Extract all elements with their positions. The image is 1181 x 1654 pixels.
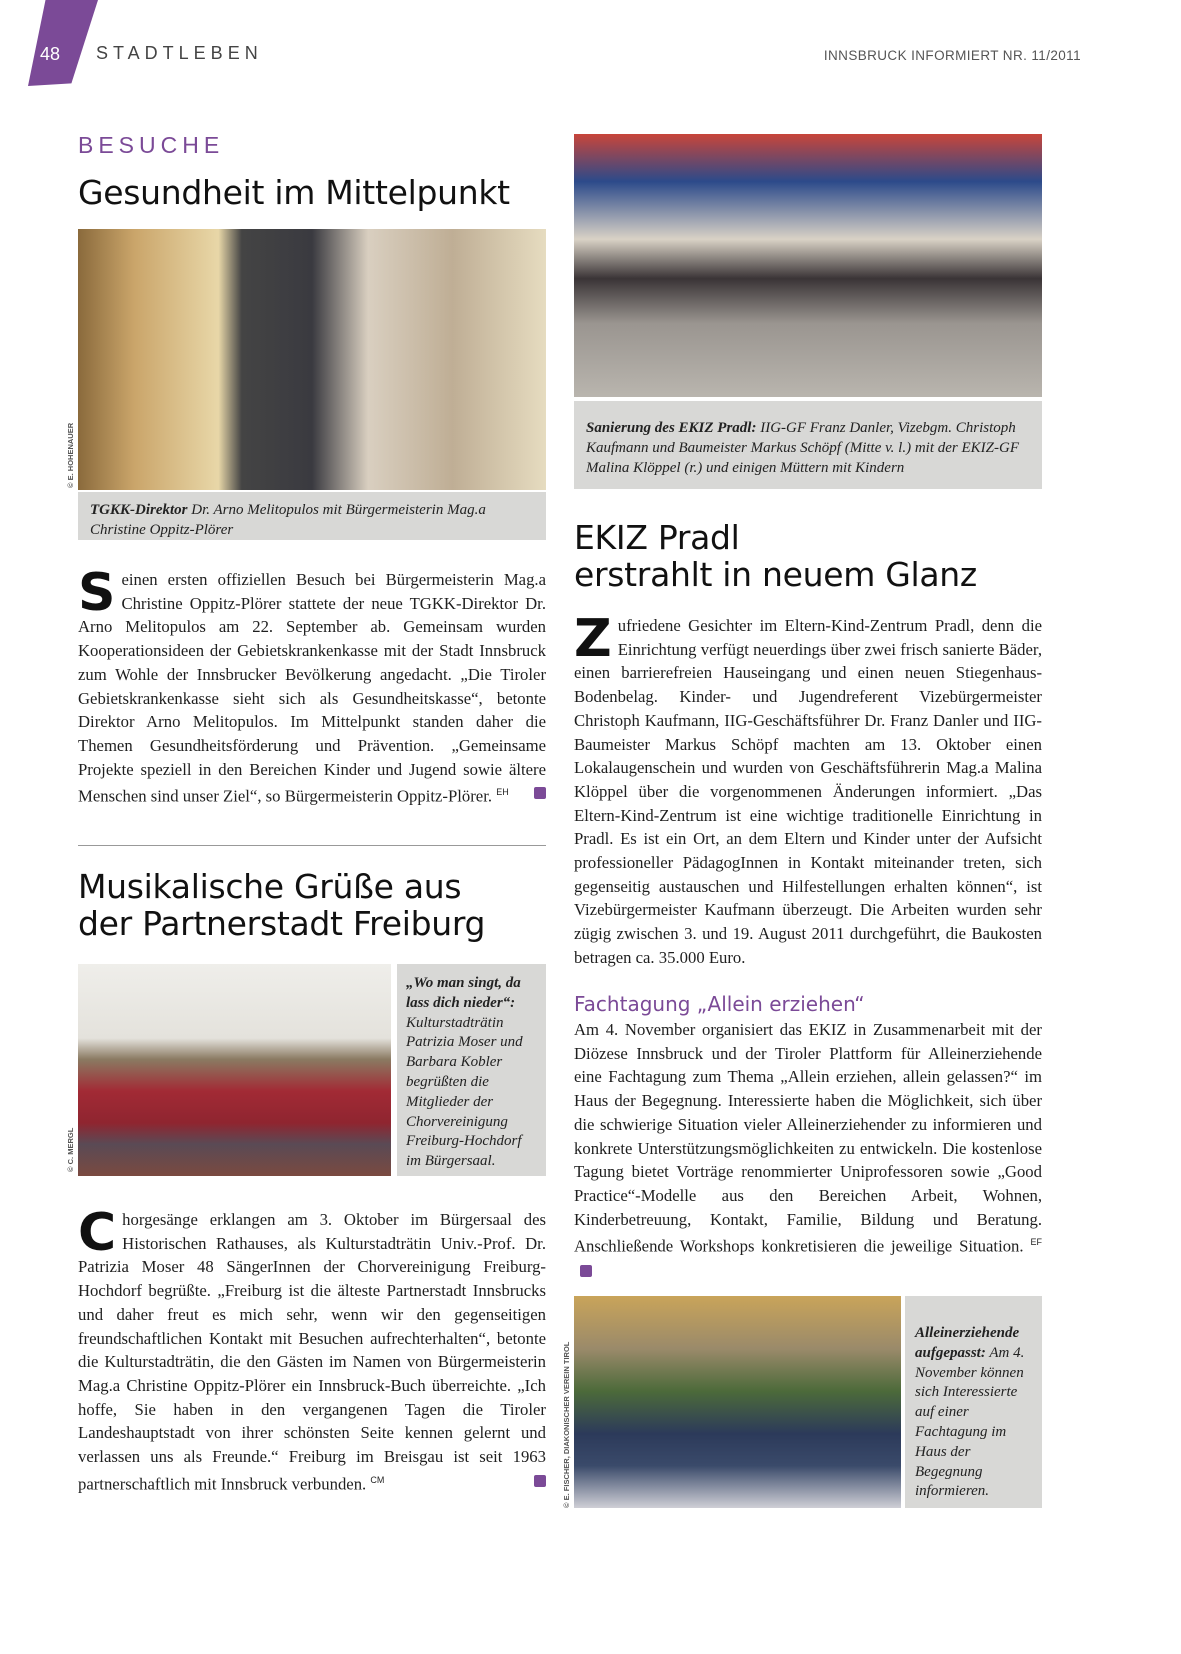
photo-caption [574, 401, 1042, 489]
drop-cap: S [78, 563, 116, 623]
article-title: Gesundheit im Mittelpunkt [78, 173, 510, 212]
end-mark [580, 1265, 592, 1277]
caption-text: Dr. Arno Melitopulos mit Bürgermeisterin Mag.a Christine Oppitz-Plörer [90, 502, 486, 538]
section-title: STADTLEBEN [96, 43, 263, 63]
author-initials: EF [1030, 1237, 1042, 1248]
article-body [574, 1018, 1042, 1282]
title-line: EKIZ Pradl [574, 518, 740, 557]
title-line: der Partnerstadt Freiburg [78, 904, 486, 943]
photo-caption [397, 964, 546, 1176]
drop-cap: Z [574, 609, 612, 669]
kicker: BESUCHE [78, 132, 225, 158]
caption-lead: TGKK-Direktor [90, 502, 188, 518]
article-title [78, 868, 485, 942]
author-initials: CM [370, 1474, 385, 1485]
photo-choir [78, 964, 391, 1176]
issue-label: INNSBRUCK INFORMIERT NR. 11/2011 [823, 48, 1081, 63]
author-initials: EH [496, 787, 509, 798]
photo-caption [78, 492, 546, 540]
body-text: einen ersten offiziellen Besuch bei Bürgermeisterin Mag.a Christine Oppitz-Plörer stattete der neue TGKK-Direktor Dr. Arno Melitopulos am 22. September ab. Gemeinsam wurden Kooperationsideen der Gebietskrankenkasse mit der Stadt Innsbruck zum Wohle der Innsbrucker Bevölkerung angedacht. „Die Tiroler Gebietskrankenkasse sieht sich als Gesundheitskasse“, betonte Direktor Arno Melitopulos. Im Mittelpunkt standen daher die Themen Gesundheitsförderung und Prävention. „Gemeinsame Projekte speziell in den Bereichen Kinder und Jugend sowie ältere Menschen sind unser Ziel“, so Bürgermeisterin Oppitz-Plörer. [78, 570, 546, 806]
body-text: horgesänge erklangen am 3. Oktober im Bürgersaal des Historischen Rathauses, als Kulturstadträtin Univ.-Prof. Dr. Patrizia Moser 48 SängerInnen der Chorvereinigung Freiburg-Hochdorf begrüßte. „Freiburg ist die älteste Partnerstadt Innsbrucks und daher freut es mich sehr, wenn wir den gegenseitigen freundschaftlichen Kontakt mit Besuchen aufrechterhalten“, betonte die Kulturstadträtin, die den Gästen im Namen von Bürgermeisterin Mag.a Christine Oppitz-Plörer ein Innsbruck-Buch überreichte. „Ich hoffe, Sie haben in den vergangenen Tagen die Tiroler Landeshauptstadt von ihrer schönsten Seite kennen gelernt und verlassen uns als Freunde.“ Freiburg im Breisgau ist seit 1963 partnerschaftlich mit Innsbruck verbunden. [78, 1210, 546, 1494]
photo-caption [905, 1296, 1042, 1508]
article-title [574, 519, 977, 593]
caption-text: IIG-GF Franz Danler, Vizebgm. Christoph Kaufmann und Baumeister Markus Schöpf (Mitte v. l.) mit der EKIZ-GF Malina Klöppel (r.) und einigen Müttern mit Kindern [586, 420, 1019, 476]
article-body [574, 609, 1042, 970]
title-line: erstrahlt in neuem Glanz [574, 555, 977, 594]
divider [78, 845, 546, 846]
photo-tgkk-visit [78, 229, 546, 490]
body-text: Am 4. November organisiert das EKIZ in Zusammenarbeit mit der Diözese Innsbruck und der Tiroler Plattform für Alleinerziehende eine Fachtagung zum Thema „Allein erziehen, allein gelassen?“ im Haus der Begegnung. Interessierte haben die Möglichkeit, sich über die schwierige Situation vieler Alleinerziehender zu informieren und konkrete Unterstützungsmöglichkeiten zu entwickeln. Die kostenlose Tagung bietet Vorträge renommierter Uniprofessoren sowie „Good Practice“-Modelle aus den Bereichen Arbeit, Wohnen, Kinderbetreuung, Kontakt, Familie, Bildung und Beratung. Anschließende Workshops konkretisieren die jeweilige Situation. [574, 1020, 1042, 1256]
end-mark [534, 1475, 546, 1487]
article-body [78, 563, 546, 809]
page-number: 48 [40, 44, 61, 64]
photo-credit: © E. HOHENAUER [66, 422, 75, 488]
caption-lead: „Wo man singt, da lass dich nieder“: [406, 975, 521, 1011]
photo-single-parents [574, 1296, 901, 1508]
photo-credit: © E. FISCHER, DIAKONISCHER VEREIN TIROL [562, 1341, 571, 1508]
body-text: ufriedene Gesichter im Eltern-Kind-Zentrum Pradl, denn die Einrichtung verfügt neuerdings über zwei frisch sanierte Bäder, einen barrierefreien Hauseingang und einen neuen Stiegenhaus-Bodenbelag. Kinder- und Jugendreferent Vizebürgermeister Christoph Kaufmann, IIG-Geschäftsführer Dr. Franz Danler und IIG-Baumeister Markus Schöpf machten am 13. Oktober einen Lokalaugenschein und wurden von Geschäftsführerin Mag.a Malina Klöppel über die vorgenommenen Änderungen informiert. „Das Eltern-Kind-Zentrum ist eine wichtige traditionelle Einrichtung in Pradl. Es ist ein Ort, an dem Eltern und Kinder unter der Aufsicht professioneller PädagogInnen in Kontakt miteinander treten, sich gegenseitig austauschen und Hilfestellungen erhalten können“, ist Vizebürgermeister Kaufmann überzeugt. Die Arbeiten wurden sehr zügig zwischen 3. und 19. August 2011 durchgeführt, die Baukosten betragen ca. 35.000 Euro. [574, 616, 1042, 967]
caption-lead: Sanierung des EKIZ Pradl: [586, 420, 757, 436]
article-body [78, 1203, 546, 1496]
caption-text: Kulturstadträtin Patrizia Moser und Barbara Kobler begrüßten die Mitglieder der Chorvereinigung Freiburg-Hochdorf im Bürgersaal. [406, 1014, 523, 1170]
page-tab [28, 0, 98, 86]
photo-ekiz [574, 134, 1042, 397]
caption-text: Am 4. November können sich Interessierte auf einer Fachtagung im Haus der Begegnung informieren. [915, 1344, 1025, 1500]
caption-lead: Alleinerziehende aufgepasst: [915, 1325, 1020, 1361]
end-mark [534, 787, 546, 799]
title-line: Musikalische Grüße aus [78, 867, 462, 906]
photo-credit: © C. MERGL [66, 1127, 75, 1172]
drop-cap: C [78, 1203, 117, 1263]
subheading: Fachtagung „Allein erziehen“ [574, 992, 865, 1016]
